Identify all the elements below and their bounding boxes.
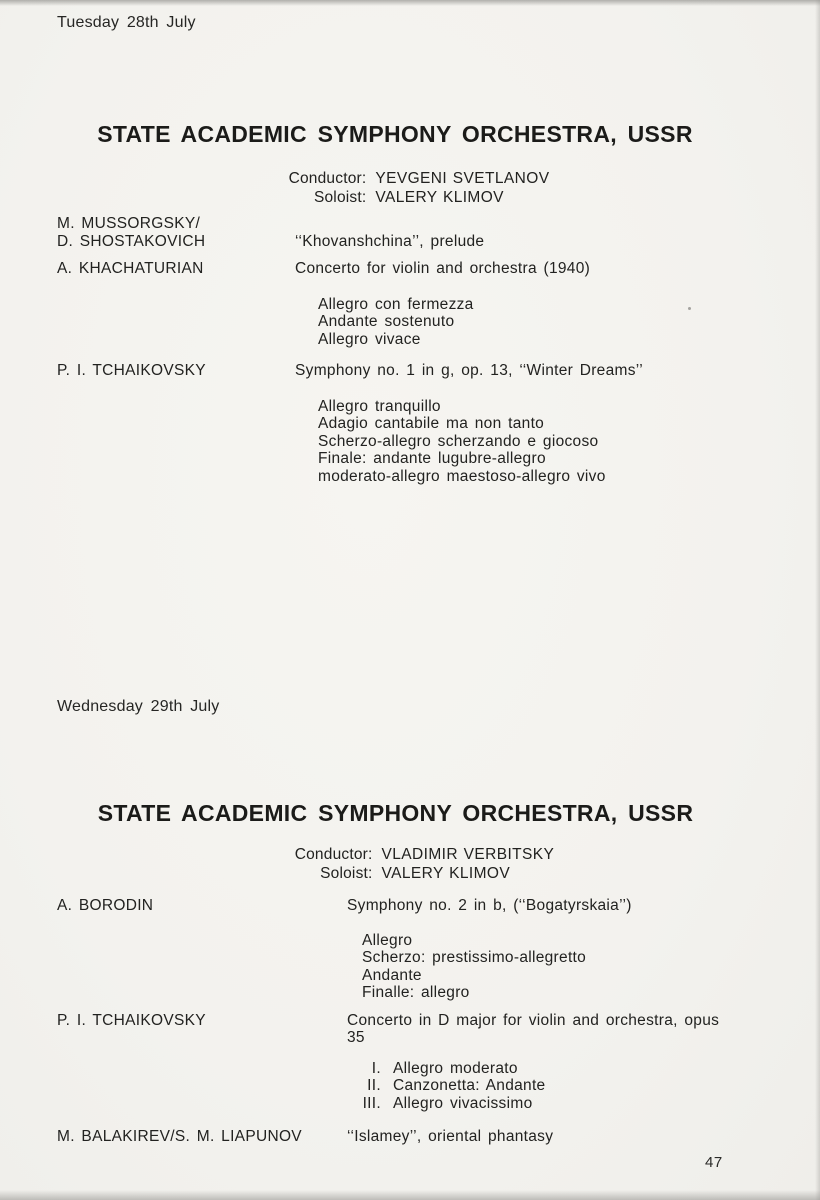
page-edge-right-shadow <box>815 0 820 1200</box>
movement: Allegro <box>362 931 413 949</box>
movement: Finalle: allegro <box>362 984 470 1001</box>
program-title: STATE ACADEMIC SYMPHONY ORCHESTRA, USSR <box>97 800 694 826</box>
work-title <box>295 233 763 251</box>
movement-list-numbered <box>347 1060 780 1113</box>
movement: Finale: andante lugubre-allegro <box>318 450 546 467</box>
composer-name <box>57 1128 347 1146</box>
composer-line: P. I. TCHAIKOVSKY <box>57 1011 206 1029</box>
composer-name <box>57 260 295 278</box>
movement: Allegro tranquillo <box>318 397 441 415</box>
movement: Allegro moderato <box>393 1059 518 1077</box>
program-item <box>57 1012 780 1113</box>
movement: Allegro con fermezza <box>318 295 474 313</box>
movement: Andante sostenuto <box>318 313 455 330</box>
work <box>347 897 780 1002</box>
work <box>347 1012 780 1113</box>
movement: Allegro vivace <box>318 330 421 348</box>
program-date: Tuesday 28th July <box>57 14 196 31</box>
program-item <box>57 897 780 1002</box>
movement: Scherzo: prestissimo-allegretto <box>362 949 587 966</box>
work-title <box>295 362 763 380</box>
work <box>295 260 763 348</box>
credit-label: Soloist: <box>313 188 367 206</box>
movement: Adagio cantabile ma non tanto <box>318 415 545 432</box>
credit-value: VLADIMIR VERBITSKY <box>381 846 555 863</box>
work <box>295 362 763 485</box>
page-edge-top-shadow <box>0 0 820 6</box>
movement-numeral: I. <box>371 1059 381 1077</box>
program-item <box>57 362 763 485</box>
work-title <box>347 1012 780 1047</box>
work <box>347 1128 780 1146</box>
credit-value: VALERY KLIMOV <box>375 188 504 206</box>
work-title-line: Concerto in D major for violin and orchestra, opus <box>347 1011 720 1029</box>
work-title-line: ‘‘Islamey’’, oriental phantasy <box>347 1128 554 1145</box>
composer-name <box>57 1012 347 1030</box>
credit-value: YEVGENI SVETLANOV <box>375 170 550 187</box>
page-number: 47 <box>705 1154 723 1171</box>
credit-label: Conductor: <box>288 170 367 187</box>
credit-label: Conductor: <box>294 846 373 863</box>
program-items <box>57 215 763 485</box>
composer-line: D. SHOSTAKOVICH <box>57 232 206 250</box>
program-item <box>57 260 763 348</box>
composer-name <box>57 215 295 250</box>
work <box>295 233 763 251</box>
movement: moderato-allegro maestoso-allegro vivo <box>318 467 606 485</box>
work-title <box>295 260 763 278</box>
composer-line: A. BORODIN <box>57 897 154 914</box>
program-item <box>57 1128 780 1146</box>
credit-value: VALERY KLIMOV <box>381 864 511 882</box>
work-title-line: 35 <box>347 1029 365 1046</box>
credit-label: Soloist: <box>320 864 373 882</box>
movement: Andante <box>362 966 422 984</box>
program-credits <box>289 170 550 207</box>
composer-line: M. BALAKIREV/S. M. LIAPUNOV <box>57 1128 302 1145</box>
composer-line: P. I. TCHAIKOVSKY <box>57 362 206 379</box>
work-title <box>347 1128 780 1146</box>
scan-speck <box>688 307 691 310</box>
program-section <box>57 13 763 485</box>
movement-list <box>318 296 763 349</box>
work-title-line: Symphony no. 2 in b, (‘‘Bogatyrskaia’’) <box>347 897 632 914</box>
composer-line: A. KHACHATURIAN <box>57 260 204 277</box>
movement-numeral: III. <box>362 1094 381 1112</box>
movement: Canzonetta: Andante <box>393 1077 546 1094</box>
page-edge-bottom-shadow <box>0 1190 820 1200</box>
work-title-line: ‘‘Khovanshchina’’, prelude <box>295 232 485 250</box>
program-item <box>57 215 763 250</box>
composer-name <box>57 362 295 380</box>
work-title-line: Symphony no. 1 in g, op. 13, ‘‘Winter Dreams’’ <box>295 362 643 379</box>
program-section <box>57 697 780 1146</box>
program-title: STATE ACADEMIC SYMPHONY ORCHESTRA, USSR <box>97 121 693 147</box>
movement-list <box>318 398 763 486</box>
movement-numeral: II. <box>367 1077 381 1094</box>
work-title-line: Concerto for violin and orchestra (1940) <box>295 260 591 277</box>
composer-line: M. MUSSORGSKY/ <box>57 215 201 232</box>
program-credits <box>295 846 555 883</box>
movement-list <box>362 932 780 1002</box>
work-title <box>347 897 780 915</box>
movement: Allegro vivacissimo <box>393 1094 533 1112</box>
program-date: Wednesday 29th July <box>57 698 220 715</box>
composer-name <box>57 897 347 915</box>
program-items <box>57 897 780 1146</box>
movement: Scherzo-allegro scherzando e giocoso <box>318 432 599 450</box>
